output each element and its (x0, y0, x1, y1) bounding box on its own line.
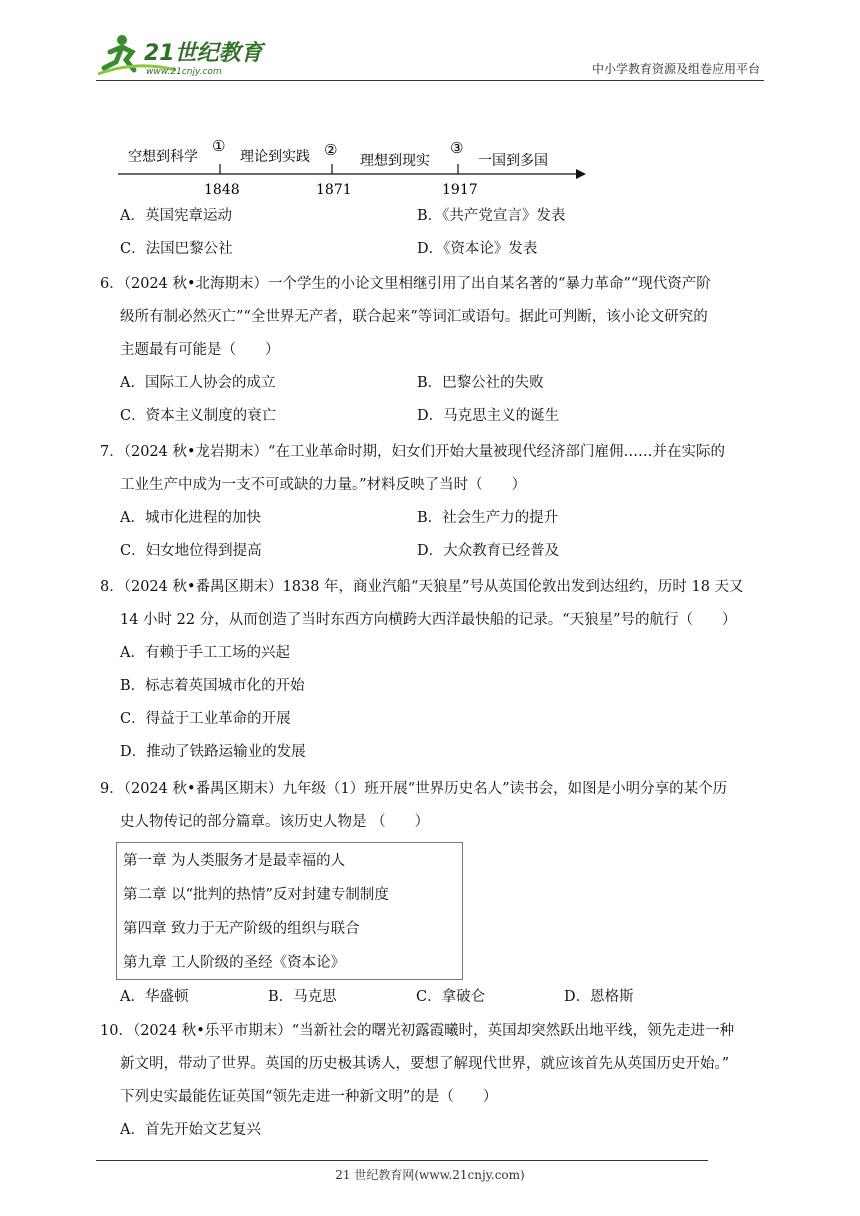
option-b[interactable]: B．社会生产力的提升 (417, 510, 559, 526)
option-b[interactable]: B．马克思 (268, 989, 337, 1005)
option-a[interactable]: A．英国宪章运动 (120, 208, 232, 224)
option-a[interactable]: A．有赖于手工工场的兴起 (120, 645, 290, 661)
timeline-marker: ① (212, 137, 226, 155)
arrow-right-icon (576, 169, 586, 179)
question-10 (100, 1015, 790, 1147)
option-b[interactable]: B．《共产党宣言》发表 (417, 208, 566, 224)
question-stem: 下列史实最能佐证英国“领先走进一种新文明”的是（ ） (120, 1089, 498, 1105)
option-a[interactable]: A．国际工人协会的成立 (120, 375, 276, 391)
option-b[interactable]: B．巴黎公社的失败 (417, 375, 544, 391)
timeline-marker: ③ (450, 139, 464, 157)
question-7 (100, 436, 790, 568)
header-divider (96, 80, 764, 81)
option-c[interactable]: C．拿破仑 (416, 989, 486, 1005)
footer-text[interactable]: 21 世纪教育网(www.21cnjy.com) (335, 1168, 525, 1182)
question-stem: 7．（2024 秋•龙岩期末）“在工业革命时期，妇女们开始大量被现代经济部门雇佣……并在实际的 (100, 444, 725, 460)
question-9-options (100, 981, 790, 1014)
option-b[interactable]: B．标志着英国城市化的开始 (120, 678, 305, 694)
question-9 (100, 773, 790, 839)
timeline-segment: 理想到现实 (360, 153, 430, 169)
chapter-item: 第四章 致力于无产阶级的组织与联合 (123, 921, 360, 937)
timeline-segment: 空想到科学 (128, 149, 198, 165)
chapter-item: 第一章 为人类服务才是最幸福的人 (123, 853, 346, 869)
logo-url: www.21cnjy.com (146, 67, 222, 77)
timeline-year: 1917 (442, 182, 478, 198)
footer-divider (96, 1160, 708, 1161)
option-d[interactable]: D．推动了铁路运输业的发展 (120, 744, 306, 760)
option-a[interactable]: A．城市化进程的加快 (120, 510, 261, 526)
question-stem: 9．（2024 秋•番禺区期末）九年级（1）班开展“世界历史名人”读书会，如图是小明分享的某个历 (100, 781, 728, 797)
question-stem: 史人物传记的部分篇章。该历史人物是 （ ） (120, 814, 430, 830)
site-logo (96, 30, 266, 80)
option-a[interactable]: A．首先开始文艺复兴 (120, 1122, 261, 1138)
header-platform-text: 中小学教育资源及组卷应用平台 (591, 62, 760, 76)
question-stem: 新文明，带动了世界。英国的历史极其诱人，要想了解现代世界，就应该首先从英国历史开始。” (120, 1056, 730, 1072)
timeline-year: 1848 (204, 182, 240, 198)
question-stem: 工业生产中成为一支不可或缺的力量。”材料反映了当时（ ） (120, 477, 527, 493)
chapter-item: 第二章 以“批判的热情”反对封建专制制度 (123, 887, 389, 903)
runner-logo-icon (96, 30, 266, 80)
question-stem: 8．（2024 秋•番禺区期末）1838 年，商业汽船“天狼星”号从英国伦敦出发到达纽约，历时 18 天又 (100, 579, 744, 595)
logo-text: 21世纪教育 (144, 41, 263, 66)
timeline-figure (116, 136, 596, 200)
timeline-year: 1871 (316, 182, 352, 198)
option-d[interactable]: D．大众教育已经普及 (417, 543, 560, 559)
option-c[interactable]: C．资本主义制度的衰亡 (120, 408, 277, 424)
question-stem: 14 小时 22 分，从而创造了当时东西方向横跨大西洋最快船的记录。“天狼星”号的航行（ ） (120, 612, 737, 628)
option-d[interactable]: D．《资本论》发表 (417, 241, 538, 257)
timeline-segment: 理论到实践 (240, 149, 310, 165)
question-stem: 主题最有可能是（ ） (120, 342, 280, 358)
question-8 (100, 571, 790, 769)
question-stem: 10．（2024 秋•乐平市期末）“当新社会的曙光初露霞曦时，英国却突然跃出地平线，领先走进一种 (100, 1023, 735, 1039)
option-c[interactable]: C．法国巴黎公社 (120, 241, 233, 257)
timeline-marker: ② (324, 141, 338, 159)
option-a[interactable]: A．华盛顿 (120, 989, 189, 1005)
option-d[interactable]: D．恩格斯 (564, 989, 634, 1005)
option-c[interactable]: C．妇女地位得到提高 (120, 543, 262, 559)
question-6 (100, 268, 790, 433)
option-c[interactable]: C．得益于工业革命的开展 (120, 711, 291, 727)
chapter-item: 第九章 工人阶级的圣经《资本论》 (123, 955, 346, 971)
question-5-options (100, 200, 790, 266)
timeline-segment: 一国到多国 (478, 153, 548, 169)
question-stem: 级所有制必然灭亡”“全世界无产者，联合起来”等词汇或语句。据此可判断，该小论文研究的 (120, 309, 708, 325)
option-d[interactable]: D．马克思主义的诞生 (417, 408, 560, 424)
chapter-list-box (116, 842, 463, 980)
question-stem: 6．（2024 秋•北海期末）一个学生的小论文里相继引用了出自某名著的“暴力革命”“现代资产阶 (100, 276, 711, 292)
